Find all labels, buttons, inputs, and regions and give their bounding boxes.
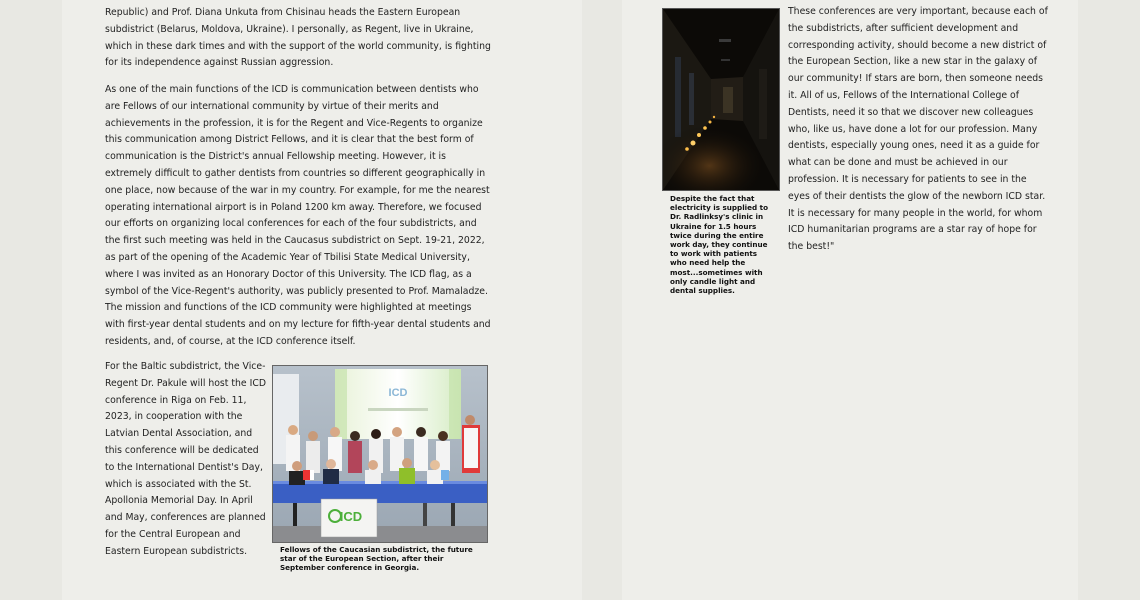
screen-logo-text: ICD [388,387,408,399]
left-paragraph-2: As one of the main functions of the ICD is communication between dentists who are Fellows of our international community by virtue of their merits and achievements in the profession, it is for the Regent and Vice-Regents to organize this communication among District Fellows, and it is clear that the best form of communication is the District's annual Fellowship meeting. However, it is extremely difficult to gather dentists from countries so different geographically in one place, now because of the war in my country. For example, for me the nearest operating international airport is in Poland 1200 km away. Therefore, we focused our efforts on organizing local conferences for each of the four subdistricts, and the first such meeting was held in the Caucasus subdistrict on Sept. 19-21, 2022, as part of the opening of the Academic Year of Tbilisi State Medical University, where I was invited as an Honorary Doctor of this University. The ICD flag, as a symbol of the Vice-Regent's authority, was publicly presented to Prof. Mamaladze. The mission and functions of the ICD community were highlighted at meetings with first-year dental students and on my lecture for fifth-year dental students and residents, and, of course, at the ICD conference itself. [105,84,491,347]
corridor-photo-caption: Despite the fact that electricity is supplied to Dr. Radlinksy's clinic in Ukraine for 1.5 hours twice during the entire work day, they continue to work with patients who need help the most...sometimes with only candle light and dental supplies. [670,194,769,296]
left-paragraph-1: Republic) and Prof. Diana Unkuta from Chisinau heads the Eastern European subdistrict (Belarus, Moldova, Ukraine). I personally, as Regent, live in Ukraine, which in these dark times and with the support of the world community, is fighting for its independence against Russian aggression. [105,7,491,69]
group-photo [272,365,488,543]
left-paragraph-3: For the Baltic subdistrict, the Vice-Regent Dr. Pakule will host the ICD conference in Riga on Feb. 11, 2023, in cooperation with the Latvian Dental Association, and this conference will be dedicated to the International Dentist's Day, which is associated with the St. Apollonia Memorial Day. In April and May, conferences are planned for the Central European and Eastern European subdistricts. [105,361,266,557]
corridor-photo [662,8,780,191]
group-photo-caption: Fellows of the Caucasian subdistrict, the future star of the European Section, after their September conference in Georgia. [280,545,473,573]
right-paragraph-1: These conferences are very important, because each of the subdistricts, after sufficient development and corresponding activity, should become a new district of the European Section, like a new star in the galaxy of our community! If stars are born, then someone needs it. All of us, Fellows of the International College of Dentists, need it so that we discover new colleagues who, like us, have done a lot for our profession. Many dentists, especially young ones, need it as a guide for what can be done and must be achieved in our profession. It is necessary for patients to see in the eyes of their dentists the glow of the newborn ICD star. It is necessary for many people in the world, for whom ICD humanitarian programs are a star ray of hope for the best!" [788,6,1048,253]
banner-logo-text: ICD [339,509,363,524]
